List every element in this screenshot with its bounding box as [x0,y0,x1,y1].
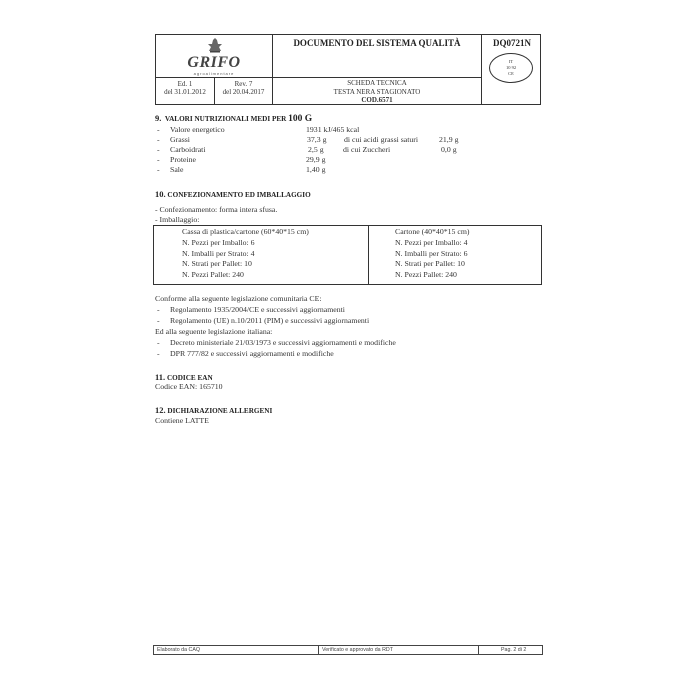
section-title: DICHIARAZIONE ALLERGENI [167,407,273,415]
packaging-item: Cassa di plastica/cartone (60*40*15 cm) [182,227,309,236]
footer-table [153,645,543,655]
section-number: 12. [155,405,166,415]
section-number: 10. [155,189,166,199]
bullet-dash: - [157,145,160,154]
section-9-heading [155,113,312,124]
nutrient-label: Grassi [170,135,190,144]
prepared-by: Elaborato da CAQ [157,647,200,653]
section-number: 11. [155,372,166,382]
griffin-emblem-icon [206,37,224,53]
packaging-item: N. Pezzi per Imballo: 6 [182,237,255,247]
ean-code: Codice EAN: 165710 [155,382,223,391]
health-mark-ce: CE [508,71,514,76]
approved-by: Verificato e approvato da RDT [322,647,393,653]
packaging-item: N. Imballi per Strato: 6 [395,248,468,258]
sheet-type: SCHEDA TECNICA [347,79,407,87]
nutrient-label: Carboidrati [170,145,206,154]
nutrient-sub-label: di cui acidi grassi saturi [344,135,419,144]
packaging-item: N. Pezzi per Imballo: 4 [395,237,468,247]
allergen-declaration: Contiene LATTE [155,416,209,425]
bullet-dash: - [157,125,160,134]
document-code: DQ0721N [493,38,531,48]
ce-legislation-intro: Conforme alla seguente legislazione comunitaria CE: [155,294,322,303]
health-mark-oval [489,53,533,83]
nutrient-sub-label: di cui Zuccheri [343,145,391,154]
nutrient-value: 1,40 g [306,165,326,174]
company-logo [156,35,272,77]
nutrient-value: 37,3 g [307,135,327,144]
section-title-unit: 100 G [288,114,313,124]
bullet-dash: - [157,338,160,347]
revision-label: Rev. 7 [234,80,253,88]
packaging-column-plastic [182,227,309,281]
packaging-item: N. Pezzi Pallet: 240 [182,270,244,280]
section-11-heading [155,372,213,382]
revision-date: del 20.04.2017 [222,88,265,96]
bullet-dash: - [157,165,160,174]
packaging-table-divider [368,226,369,284]
health-mark-number: 10 92 [505,65,517,70]
legislation-item: Regolamento (UE) n.10/2011 (PIM) e successivi aggiornamenti [170,316,370,325]
nutrient-sub-value: 0,0 g [441,145,457,154]
packaging-table [153,225,542,285]
packaging-column-cardboard [395,227,470,281]
nutrient-value: 29,9 g [306,155,326,164]
packaging-item: Cartone (40*40*15 cm) [395,227,470,236]
footer-divider [318,646,319,654]
section-10-heading [155,189,311,199]
packaging-type: - Confezionamento: forma intera sfusa. [155,205,278,214]
edition-label: Ed. 1 [177,80,193,88]
product-code: COD.6571 [361,96,393,104]
page-number: Pag. 2 di 2 [501,647,527,653]
legislation-item: Regolamento 1935/2004/CE e successivi aggiornamenti [170,305,345,314]
footer-divider [478,646,479,654]
packaging-label: - Imballaggio: [155,215,200,224]
edition-date: del 31.01.2012 [164,88,206,96]
section-title: CODICE EAN [166,374,213,382]
legislation-item: DPR 777/82 e successivi aggiornamenti e modifiche [170,349,334,358]
nutrient-sub-value: 21,9 g [439,135,459,144]
section-12-heading [155,405,272,415]
packaging-item: N. Strati per Pallet: 10 [182,259,252,269]
section-number: 9. [155,113,162,123]
bullet-dash: - [157,316,160,325]
technical-sheet-title [273,79,481,105]
packaging-item: N. Pezzi Pallet: 240 [395,270,457,280]
logo-name: GRIFO [187,54,241,71]
packaging-item: N. Strati per Pallet: 10 [395,259,465,269]
nutrient-label: Sale [170,165,184,174]
logo-tagline: agroalimentare [193,71,235,76]
packaging-item: N. Imballi per Strato: 4 [182,248,255,258]
bullet-dash: - [157,135,160,144]
nutrient-label: Valore energetico [170,125,225,134]
health-mark-country: IT [508,59,514,64]
document-header-table [155,34,541,105]
it-legislation-intro: Ed alla seguente legislazione italiana: [155,327,273,336]
legislation-item: Decreto ministeriale 21/03/1973 e successivi aggiornamenti e modifiche [170,338,396,347]
product-name: TESTA NERA STAGIONATO [333,87,421,96]
document-title: DOCUMENTO DEL SISTEMA QUALITÀ [293,38,461,48]
revision-cell [215,80,272,96]
nutrient-value: 1931 kJ/465 kcal [306,125,360,134]
section-title: CONFEZIONAMENTO ED IMBALLAGGIO [167,191,311,199]
bullet-dash: - [157,349,160,358]
edition-cell [156,80,214,96]
header-divider [272,77,481,78]
nutrient-label: Proteine [170,155,196,164]
bullet-dash: - [157,155,160,164]
bullet-dash: - [157,305,160,314]
nutrient-value: 2,5 g [308,145,324,154]
section-title: VALORI NUTRIZIONALI MEDI PER [164,115,287,123]
